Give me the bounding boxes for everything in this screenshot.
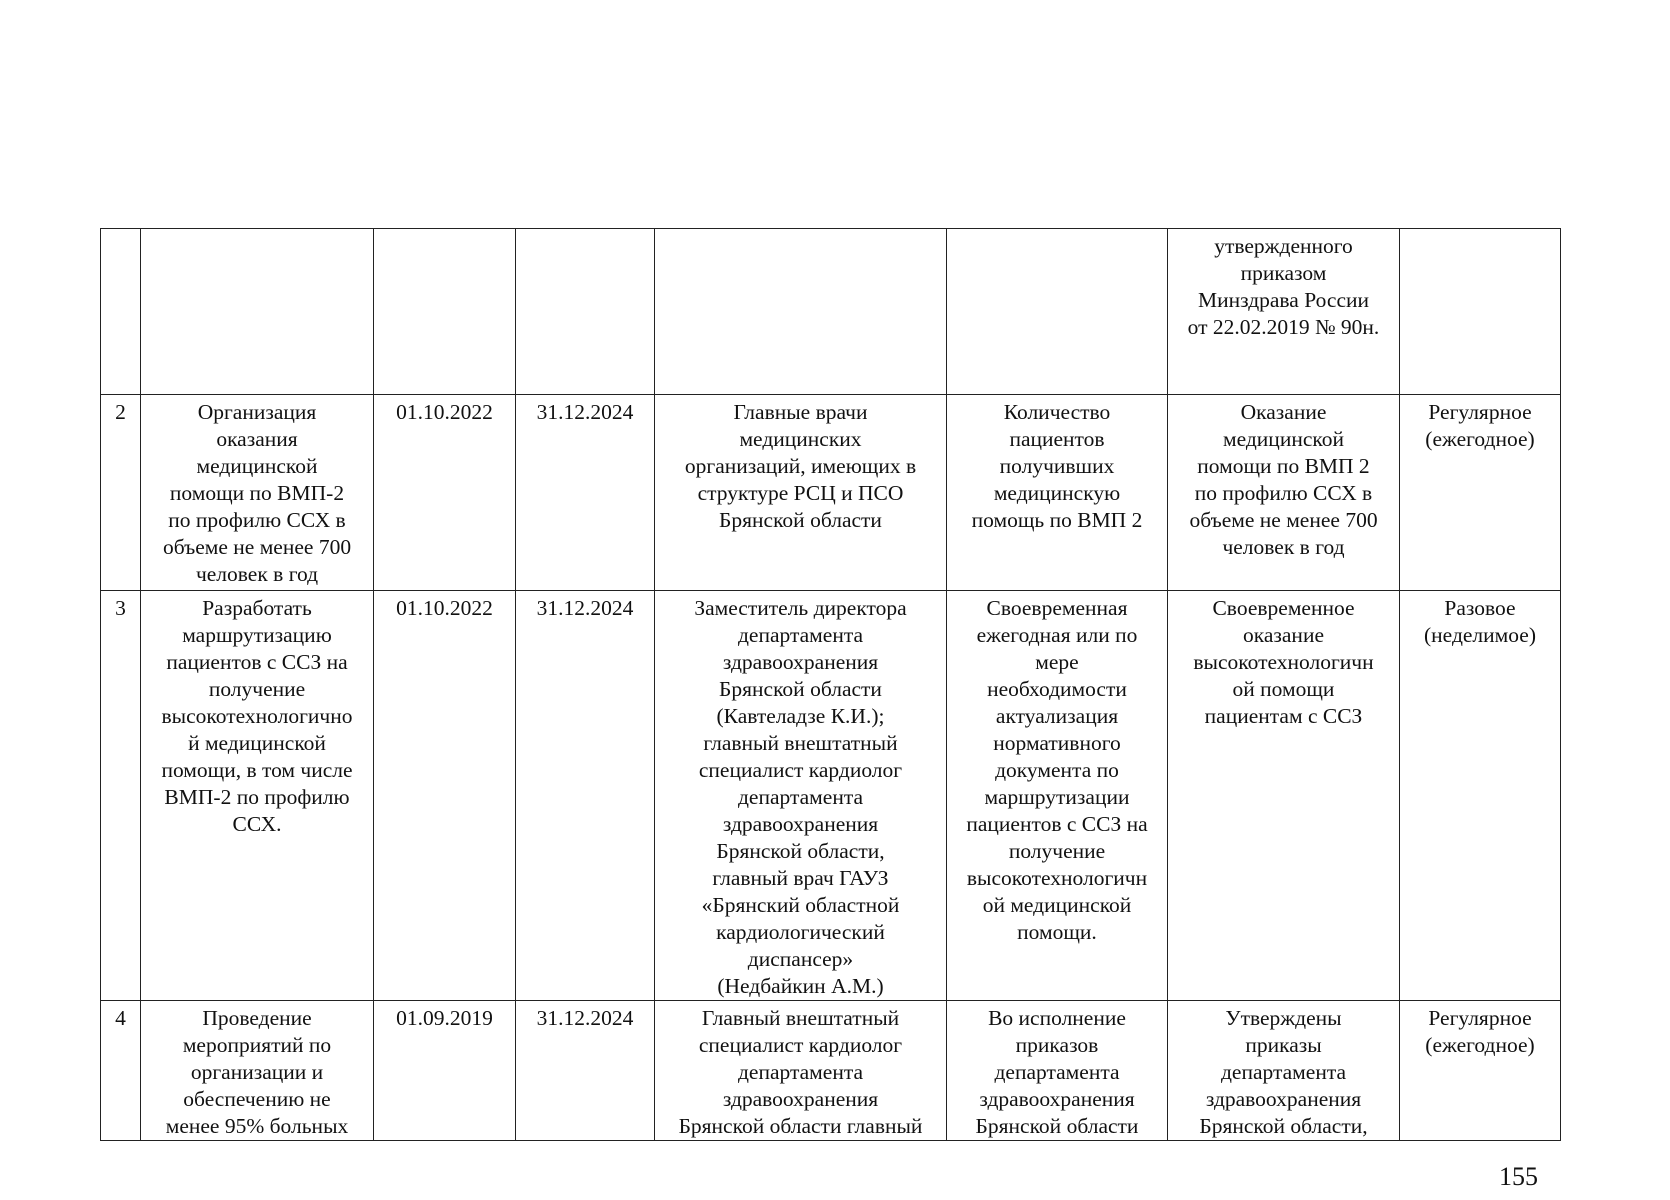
end-date-cell: 31.12.2024	[516, 591, 655, 1001]
event-cell: Разработать маршрутизацию пациентов с ССЗ на получение высокотехнологично й медицинской помощи, в том числе ВМП-2 по профилю ССХ.	[141, 591, 374, 1001]
start-date-cell: 01.09.2019	[374, 1001, 516, 1141]
end-date-cell	[516, 229, 655, 395]
indicator-cell	[947, 229, 1168, 395]
row-number-cell: 2	[101, 395, 141, 591]
end-date-cell: 31.12.2024	[516, 395, 655, 591]
table-row	[101, 395, 1561, 591]
start-date-cell: 01.10.2022	[374, 395, 516, 591]
start-date-cell: 01.10.2022	[374, 591, 516, 1001]
end-date-cell: 31.12.2024	[516, 1001, 655, 1141]
result-cell: Оказание медицинской помощи по ВМП 2 по профилю ССХ в объеме не менее 700 человек в год	[1168, 395, 1400, 591]
responsible-cell: Главные врачи медицинских организаций, имеющих в структуре РСЦ и ПСО Брянской области	[655, 395, 947, 591]
row-number-cell: 3	[101, 591, 141, 1001]
page-number: 155	[1499, 1162, 1538, 1191]
result-cell: Утверждены приказы департамента здравоохранения Брянской области,	[1168, 1001, 1400, 1141]
event-cell	[141, 229, 374, 395]
table-row	[101, 1001, 1561, 1141]
type-cell: Регулярное (ежегодное)	[1400, 1001, 1561, 1141]
event-cell: Проведение мероприятий по организации и обеспечению не менее 95% больных	[141, 1001, 374, 1141]
start-date-cell	[374, 229, 516, 395]
type-cell: Регулярное (ежегодное)	[1400, 395, 1561, 591]
indicator-cell: Количество пациентов получивших медицинскую помощь по ВМП 2	[947, 395, 1168, 591]
responsible-cell: Заместитель директора департамента здравоохранения Брянской области (Кавтеладзе К.И.); главный внештатный специалист кардиолог департамента здравоохранения Брянской области, главный врач ГАУЗ «Брянский областной кардиологический диспансер» (Недбайкин А.М.)	[655, 591, 947, 1001]
type-cell	[1400, 229, 1561, 395]
responsible-cell: Главный внештатный специалист кардиолог департамента здравоохранения Брянской области главный	[655, 1001, 947, 1141]
type-cell: Разовое (неделимое)	[1400, 591, 1561, 1001]
result-cell: утвержденного приказом Минздрава России от 22.02.2019 № 90н.	[1168, 229, 1400, 395]
table-row	[101, 591, 1561, 1001]
row-number-cell: 4	[101, 1001, 141, 1141]
row-number-cell	[101, 229, 141, 395]
indicator-cell: Своевременная ежегодная или по мере необходимости актуализация нормативного документа по маршрутизации пациентов с ССЗ на получение высокотехнологичн ой медицинской помощи.	[947, 591, 1168, 1001]
result-cell: Своевременное оказание высокотехнологичн ой помощи пациентам с ССЗ	[1168, 591, 1400, 1001]
plan-table	[100, 228, 1561, 1141]
indicator-cell: Во исполнение приказов департамента здравоохранения Брянской области	[947, 1001, 1168, 1141]
table-row	[101, 229, 1561, 395]
event-cell: Организация оказания медицинской помощи по ВМП-2 по профилю ССХ в объеме не менее 700 человек в год	[141, 395, 374, 591]
responsible-cell	[655, 229, 947, 395]
